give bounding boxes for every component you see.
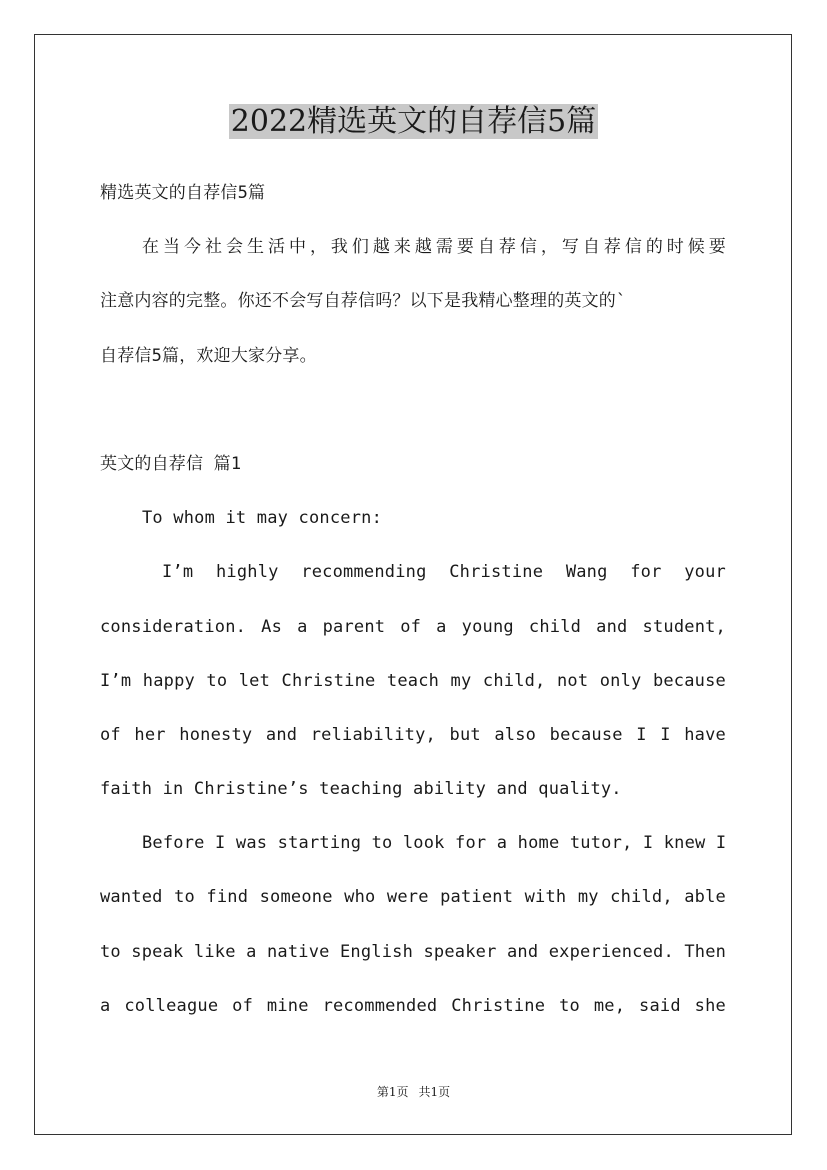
- page-footer: [0, 1082, 827, 1102]
- intro-line: 自荐信5篇，欢迎大家分享。: [100, 345, 317, 366]
- document-title-text: 2022精选英文的自荐信5篇: [230, 104, 597, 139]
- salutation: To whom it may concern:: [142, 508, 383, 529]
- document-title: [0, 96, 827, 148]
- intro-line: 在当今社会生活中，我们越来越需要自荐信，写自荐信的时候要: [142, 237, 726, 258]
- paragraph-line: consideration. As a parent of a young child and student,: [100, 616, 726, 637]
- page-total: 共1页: [418, 1085, 451, 1099]
- section-heading: 英文的自荐信 篇1: [100, 453, 242, 474]
- blank-line: [100, 383, 726, 437]
- page-number: 第1页: [376, 1085, 409, 1099]
- paragraph-line: Before I was starting to look for a home tutor, I knew I: [142, 833, 726, 854]
- paragraph-line: I’m highly recommending Christine Wang for your: [162, 562, 726, 583]
- paragraph-line: wanted to find someone who were patient with my child, able: [100, 887, 726, 908]
- paragraph-line: a colleague of mine recommended Christine to me, said she: [100, 995, 726, 1016]
- paragraph-line: faith in Christine’s teaching ability and quality.: [100, 779, 622, 800]
- paragraph-line: I’m happy to let Christine teach my child, not only because: [100, 670, 726, 691]
- paragraph-line: to speak like a native English speaker and experienced. Then: [100, 941, 726, 962]
- subtitle: 精选英文的自荐信5篇: [100, 183, 266, 203]
- paragraph-line: of her honesty and reliability, but also because I I have: [100, 724, 726, 745]
- document-body: [100, 166, 726, 1033]
- intro-line: 注意内容的完整。你还不会写自荐信吗？以下是我精心整理的英文的`: [100, 291, 627, 312]
